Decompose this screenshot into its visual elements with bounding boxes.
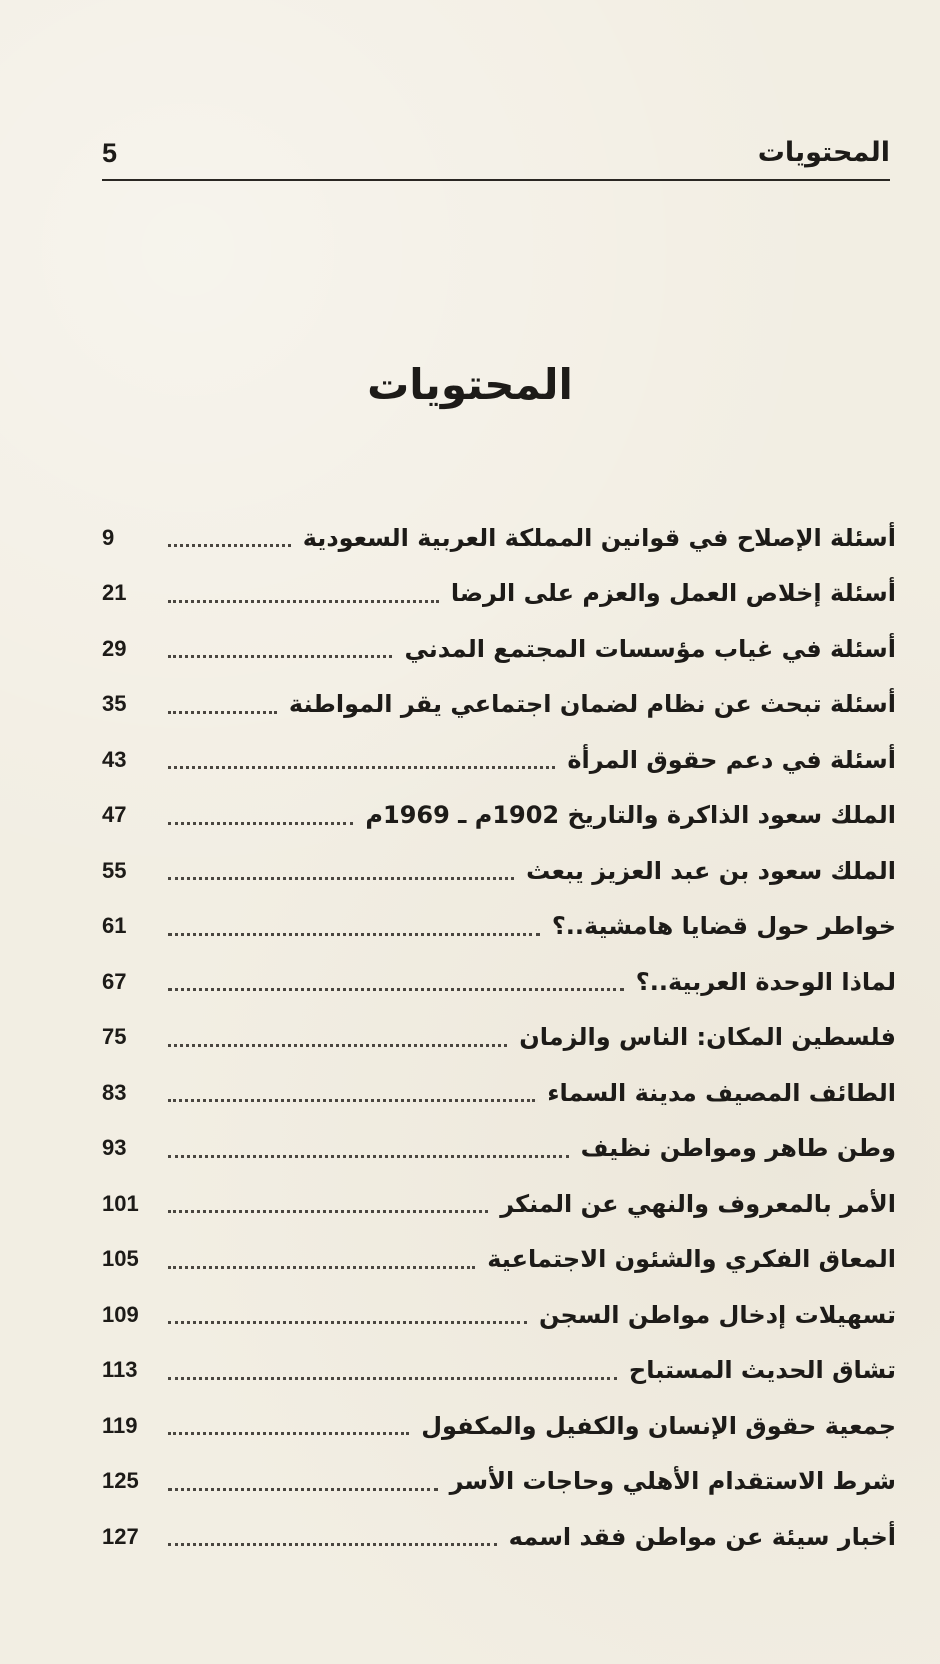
- toc-entry-title: الطائف المصيف مدينة السماء: [547, 1078, 896, 1107]
- dot-leader: [168, 1543, 497, 1546]
- dot-leader: [168, 766, 555, 769]
- toc-entry-title: أسئلة إخلاص العمل والعزم على الرضا: [450, 579, 896, 608]
- page-number: 5: [102, 138, 118, 168]
- toc-entry-title: فلسطين المكان: الناس والزمان: [519, 1023, 896, 1052]
- toc-entry: [102, 788, 896, 844]
- toc-entry: [102, 1398, 896, 1454]
- toc-entry-page: 55: [102, 857, 127, 883]
- toc-entry: [102, 1232, 896, 1288]
- toc-entry-title: الأمر بالمعروف والنهي عن المنكر: [500, 1189, 896, 1218]
- dot-leader: [168, 1210, 488, 1213]
- dot-leader: [168, 1099, 535, 1102]
- toc-entry-page: 67: [102, 968, 127, 994]
- toc-entry-page: 83: [102, 1079, 127, 1105]
- toc-entry: [102, 1010, 896, 1066]
- dot-leader: [168, 1488, 438, 1491]
- toc-entry: [102, 1343, 896, 1399]
- toc-entry-page: 61: [102, 913, 127, 939]
- toc-entry: [102, 1287, 896, 1343]
- toc-entry: [102, 1065, 896, 1121]
- dot-leader: [168, 1377, 617, 1380]
- dot-leader: [168, 1266, 475, 1269]
- toc-entry-page: 43: [102, 746, 127, 772]
- toc-entry-page: 75: [102, 1024, 127, 1050]
- toc-entry: [102, 677, 896, 733]
- dot-leader: [168, 933, 540, 936]
- contents-title: المحتويات: [367, 360, 573, 409]
- toc-entry: [102, 621, 896, 677]
- toc-entry: [102, 843, 896, 899]
- dot-leader: [168, 1044, 507, 1047]
- toc-entry-page: 9: [102, 524, 115, 550]
- toc-entry-page: 105: [102, 1246, 139, 1272]
- toc-entry: [102, 1176, 896, 1232]
- toc-entry-title: لماذا الوحدة العربية..؟: [635, 967, 896, 996]
- toc-entry-page: 101: [102, 1190, 139, 1216]
- toc-entry: [102, 954, 896, 1010]
- toc-entry-title: جمعية حقوق الإنسان والكفيل والمكفول: [421, 1411, 896, 1440]
- running-title: المحتويات: [757, 137, 890, 168]
- toc-entry-title: المعاق الفكري والشئون الاجتماعية: [487, 1245, 896, 1274]
- toc-entry-page: 119: [102, 1412, 138, 1438]
- toc-entry-title: خواطر حول قضايا هامشية..؟: [551, 912, 896, 941]
- header-rule: [102, 179, 890, 181]
- toc-entry-page: 93: [102, 1135, 127, 1161]
- toc-entry-title: أخبار سيئة عن مواطن فقد اسمه: [508, 1522, 896, 1551]
- dot-leader: [168, 655, 392, 658]
- dot-leader: [168, 600, 439, 603]
- toc-entry-page: 47: [102, 802, 127, 828]
- toc-entry-title: الملك سعود الذاكرة والتاريخ 1902م ـ 1969م: [365, 801, 896, 830]
- toc-entry: [102, 510, 896, 566]
- toc-entry-page: 125: [102, 1468, 139, 1494]
- toc-entry-title: الملك سعود بن عبد العزيز يبعث: [526, 856, 896, 885]
- toc-entry-page: 127: [102, 1523, 139, 1549]
- toc-entry-title: أسئلة تبحث عن نظام لضمان اجتماعي يقر المواطنة: [288, 690, 896, 719]
- toc-entry: [102, 1509, 896, 1565]
- dot-leader: [168, 1432, 409, 1435]
- page-header: [102, 137, 890, 181]
- dot-leader: [168, 544, 291, 547]
- toc-entry-title: أسئلة الإصلاح في قوانين المملكة العربية السعودية: [302, 523, 896, 552]
- toc-entry-title: أسئلة في دعم حقوق المرأة: [567, 745, 896, 774]
- dot-leader: [168, 988, 624, 991]
- toc-entry: [102, 1454, 896, 1510]
- toc-entry-page: 29: [102, 635, 127, 661]
- toc-entry-title: شرط الاستقدام الأهلي وحاجات الأسر: [449, 1467, 896, 1496]
- toc-entry-page: 35: [102, 691, 127, 717]
- toc-entry-page: 109: [102, 1301, 139, 1327]
- toc-entry-title: تسهيلات إدخال مواطن السجن: [538, 1300, 896, 1329]
- dot-leader: [168, 822, 353, 825]
- toc-entry-title: تشاق الحديث المستباح: [628, 1356, 896, 1385]
- dot-leader: [168, 1321, 527, 1324]
- toc-entry-title: وطن طاهر ومواطن نظيف: [580, 1134, 896, 1163]
- toc-entry: [102, 1121, 896, 1177]
- toc-entry: [102, 566, 896, 622]
- dot-leader: [168, 877, 514, 880]
- toc-entry-page: 21: [102, 580, 127, 606]
- toc-entry: [102, 899, 896, 955]
- toc-entry-title: أسئلة في غياب مؤسسات المجتمع المدني: [404, 634, 896, 663]
- dot-leader: [168, 1155, 569, 1158]
- toc-entry: [102, 732, 896, 788]
- toc-entry-page: 113: [102, 1357, 138, 1383]
- dot-leader: [168, 711, 277, 714]
- table-of-contents: [102, 510, 896, 1565]
